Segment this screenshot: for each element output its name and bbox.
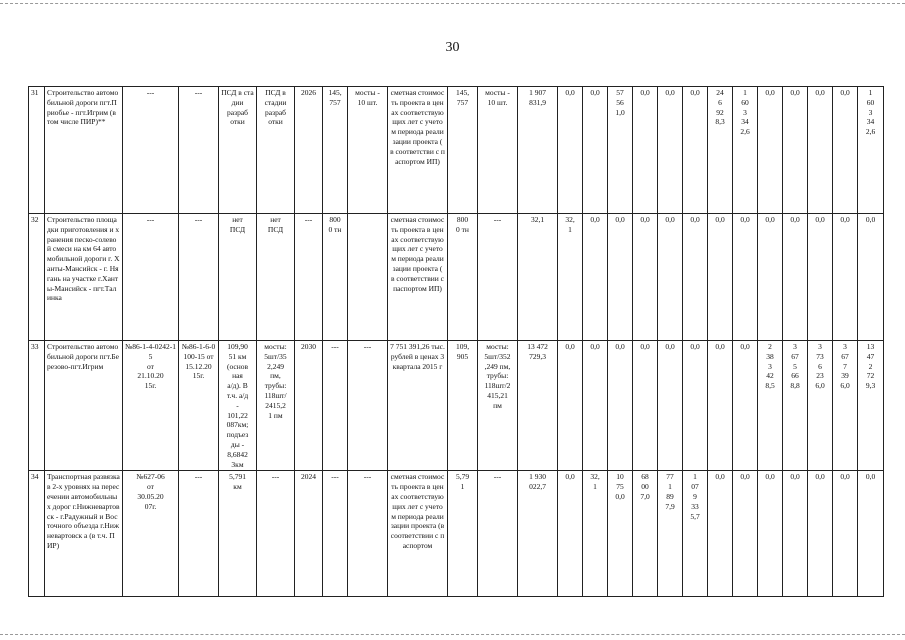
table-cell: 1 60 3 34 2,6 <box>858 87 884 214</box>
table-cell: 145, 757 <box>323 87 348 214</box>
table-cell: 31 <box>29 87 45 214</box>
table-cell: 0,0 <box>558 341 583 471</box>
table-cell: 0,0 <box>583 87 608 214</box>
table-cell: --- <box>179 471 219 597</box>
table-cell: 109,90 51 км (основ ная а/д). В т.ч. а/д - 101,22 087км; подъез ды - 8,6842 3км <box>219 341 257 471</box>
table-cell: --- <box>478 214 518 341</box>
table-cell: 1 907 831,9 <box>518 87 558 214</box>
table-cell: нет ПСД <box>219 214 257 341</box>
table-cell: 800 0 тн <box>448 214 478 341</box>
table-cell: 0,0 <box>833 87 858 214</box>
table-cell: 0,0 <box>833 214 858 341</box>
table-cell: 0,0 <box>708 471 733 597</box>
table-cell: --- <box>179 87 219 214</box>
table-cell: мосты: 5шт/352 ,249 пм, трубы: 118шт/2 415,21 пм <box>478 341 518 471</box>
table-cell: 0,0 <box>658 214 683 341</box>
table-cell: --- <box>323 471 348 597</box>
table-cell: 32, 1 <box>558 214 583 341</box>
table-cell: 0,0 <box>633 341 658 471</box>
table-cell: 800 0 тн <box>323 214 348 341</box>
table-cell: сметная стоимость проекта в ценах соответствую щих лет с учетом периода реализации проекта (в соответствии с паспортом <box>388 471 448 597</box>
table-cell: 5,791 км <box>219 471 257 597</box>
table-cell: 24 6 92 8,3 <box>708 87 733 214</box>
table-cell: 0,0 <box>733 341 758 471</box>
table-row <box>29 214 884 341</box>
table-cell: ПСД в стадии разраб отки <box>219 87 257 214</box>
table-cell: 32 <box>29 214 45 341</box>
table-cell: №86-1-6-0100-15 от 15.12.20 15г. <box>179 341 219 471</box>
table-cell: 1 07 9 33 5,7 <box>683 471 708 597</box>
table-cell: 0,0 <box>633 214 658 341</box>
table-cell: 145, 757 <box>448 87 478 214</box>
table-cell: 0,0 <box>758 214 783 341</box>
table-cell: 1 60 3 34 2,6 <box>733 87 758 214</box>
table-cell: 0,0 <box>858 214 884 341</box>
table-cell: --- <box>348 341 388 471</box>
table-cell: Строительство площадки приготовления и хранения песко-солевой смеси на км 64 автомобильной дороги г. Ханты-Мансийск - г. Нягань на участке г.Ханты-Мансийск - пгт.Талинка <box>45 214 123 341</box>
table-cell: мосты - 10 шт. <box>478 87 518 214</box>
table-cell: 0,0 <box>708 214 733 341</box>
table-cell: 0,0 <box>858 471 884 597</box>
table-cell: 3 67 7 39 6,0 <box>833 341 858 471</box>
table-cell: --- <box>295 214 323 341</box>
table-cell: №86-1-4-0242-15 от 21.10.20 15г. <box>123 341 179 471</box>
table-cell: 0,0 <box>808 87 833 214</box>
table-cell: --- <box>257 471 295 597</box>
table-cell: 7 751 391,26 тыс.рублей в ценах 3 квартала 2015 г <box>388 341 448 471</box>
table-cell: 0,0 <box>783 214 808 341</box>
table-cell: 0,0 <box>608 341 633 471</box>
table-cell: 32,1 <box>518 214 558 341</box>
table-cell: сметная стоимость проекта в ценах соответствую щих лет с учетом периода реализации проекта ( в соответствии с паспортом ИП) <box>388 214 448 341</box>
table-cell: 77 1 89 7,9 <box>658 471 683 597</box>
table-cell: 0,0 <box>783 471 808 597</box>
table-cell: 0,0 <box>558 471 583 597</box>
table-cell: 0,0 <box>583 214 608 341</box>
table-cell: Строительство автомобильной дороги пгт.Березово-пгт.Игрим <box>45 341 123 471</box>
table-cell: 0,0 <box>583 341 608 471</box>
table-cell: 109, 905 <box>448 341 478 471</box>
table-cell: 0,0 <box>633 87 658 214</box>
table-cell: мосты - 10 шт. <box>348 87 388 214</box>
table-cell: 0,0 <box>683 341 708 471</box>
table-cell: 0,0 <box>683 87 708 214</box>
table-cell: 68 00 7,0 <box>633 471 658 597</box>
scan-edge-top <box>0 3 905 5</box>
table-cell: №627-06 от 30.05.20 07г. <box>123 471 179 597</box>
table-cell: --- <box>348 471 388 597</box>
table-row <box>29 471 884 597</box>
table-cell: Строительство автомобильной дороги пгт.Приобье - пгт.Игрим (в том числе ПИР)** <box>45 87 123 214</box>
table-cell: 0,0 <box>758 87 783 214</box>
table-cell: 57 56 1,0 <box>608 87 633 214</box>
table-cell: 2030 <box>295 341 323 471</box>
table-cell: 0,0 <box>783 87 808 214</box>
table-cell: мосты: 5шт/35 2,249 пм, трубы: 118шт/ 2415,2 1 пм <box>257 341 295 471</box>
table-cell: 2026 <box>295 87 323 214</box>
table-cell: --- <box>123 87 179 214</box>
table-cell: 0,0 <box>733 471 758 597</box>
table-cell: 0,0 <box>658 341 683 471</box>
table-cell: нет ПСД <box>257 214 295 341</box>
table-cell: 0,0 <box>733 214 758 341</box>
table-cell: 3 73 6 23 6,0 <box>808 341 833 471</box>
table-cell: --- <box>123 214 179 341</box>
table-cell: --- <box>323 341 348 471</box>
table-cell: 13 47 2 72 9,3 <box>858 341 884 471</box>
table-cell: 0,0 <box>608 214 633 341</box>
table-cell: --- <box>478 471 518 597</box>
table-cell: ПСД в стадии разраб отки <box>257 87 295 214</box>
table-cell: 10 75 0,0 <box>608 471 633 597</box>
projects-table <box>28 86 884 597</box>
table-cell: 0,0 <box>708 341 733 471</box>
table-cell: 2024 <box>295 471 323 597</box>
table-cell: 13 472 729,3 <box>518 341 558 471</box>
table-cell: 34 <box>29 471 45 597</box>
table-cell: 32, 1 <box>583 471 608 597</box>
scan-edge-bottom <box>0 634 905 636</box>
table-cell: 2 38 3 42 8,5 <box>758 341 783 471</box>
table-cell: сметная стоимость проекта в ценах соответствую щих лет с учетом периода реализации проекта ( в соответстви с паспортом ИП) <box>388 87 448 214</box>
table-cell: 0,0 <box>558 87 583 214</box>
table-cell: Транспортная развязка в 2-х уровнях на пересечении автомобильных дорог г.Нижневартовск - г.Радужный и Восточного объезда г.Нижневартовск а (в т.ч. ПИР) <box>45 471 123 597</box>
table-cell: 0,0 <box>758 471 783 597</box>
table-cell <box>348 214 388 341</box>
table-row <box>29 341 884 471</box>
table-cell: 0,0 <box>808 471 833 597</box>
table-cell: 5,79 1 <box>448 471 478 597</box>
table-cell: 1 930 022,7 <box>518 471 558 597</box>
table-cell: 0,0 <box>808 214 833 341</box>
table-cell: --- <box>179 214 219 341</box>
table-row <box>29 87 884 214</box>
table-cell: 33 <box>29 341 45 471</box>
page-number: 30 <box>445 40 460 55</box>
table-cell: 0,0 <box>658 87 683 214</box>
table-cell: 3 67 5 66 8,8 <box>783 341 808 471</box>
table-cell: 0,0 <box>683 214 708 341</box>
table-cell: 0,0 <box>833 471 858 597</box>
